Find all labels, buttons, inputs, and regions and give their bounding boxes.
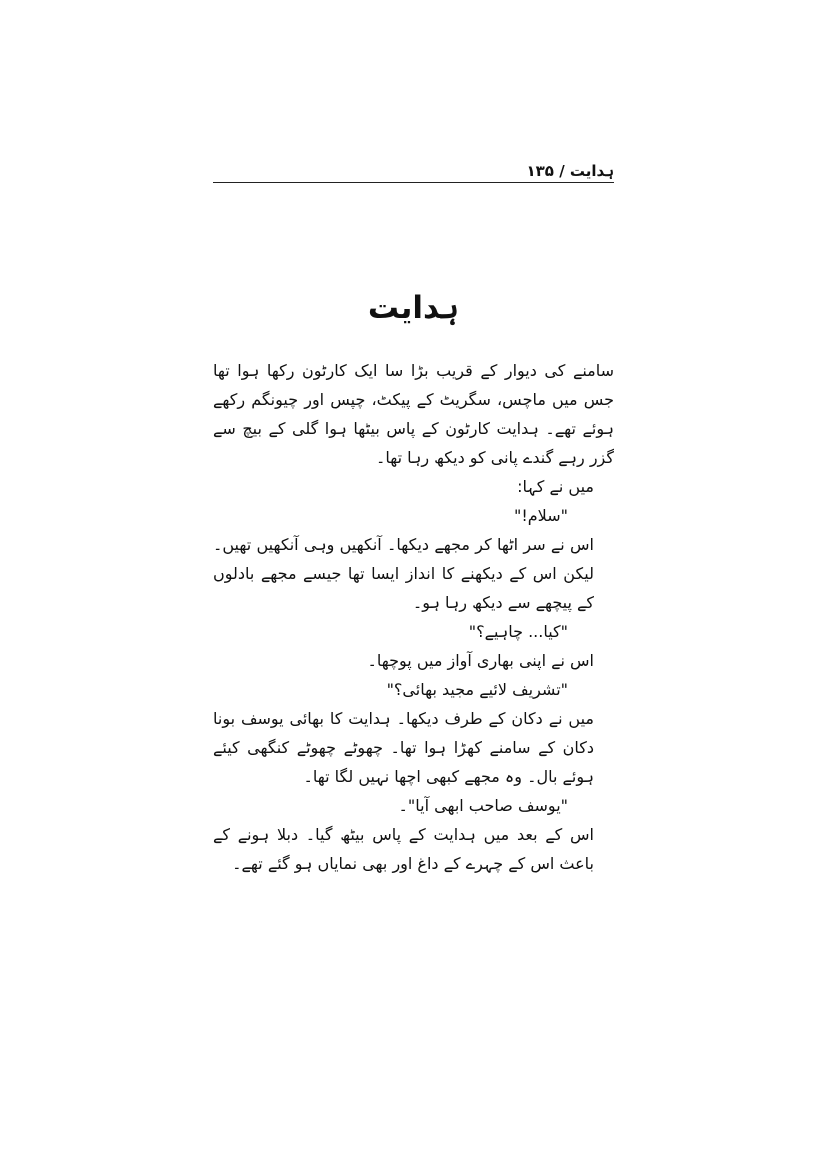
body-text <box>213 356 614 878</box>
paragraph: "کیا... چاہیے؟" <box>468 622 568 641</box>
paragraph: "تشریف لائیے مجید بھائی؟" <box>386 680 568 699</box>
paragraph: سامنے کی دیوار کے قریب بڑا سا ایک کارٹون رکھا ہوا تھا جس میں ماچس، سگریٹ کے پیکٹ، چپس اور چیونگم رکھے ہوئے تھے۔ ہدایت کارٹون کے پاس بیٹھا ہوا گلی کے بیچ سے گزر رہے گندے پانی کو دیکھ رہا تھا۔ <box>213 361 614 467</box>
running-header <box>213 160 614 183</box>
paragraph: اس نے اپنی بھاری آواز میں پوچھا۔ <box>367 651 594 670</box>
paragraph: میں نے کہا: <box>517 477 594 496</box>
paragraph: "سلام!" <box>514 506 568 525</box>
paragraph: میں نے دکان کے طرف دیکھا۔ ہدایت کا بھائی یوسف بونا دکان کے سامنے کھڑا ہوا تھا۔ چھوٹے چھوٹے کنگھی کیئے ہوئے بال۔ وہ مجھے کبھی اچھا نہیں لگا تھا۔ <box>213 709 594 786</box>
paragraph: اس کے بعد میں ہدایت کے پاس بیٹھ گیا۔ دبلا ہونے کے باعث اس کے چہرے کے داغ اور بھی نمایاں ہو گئے تھے۔ <box>213 825 594 873</box>
paragraph: "یوسف صاحب ابھی آیا"۔ <box>398 796 568 815</box>
running-header-title: ہدایت / ۱۳۵ <box>526 162 614 180</box>
paragraph: اس نے سر اٹھا کر مجھے دیکھا۔ آنکھیں وہی آنکھیں تھیں۔ لیکن اس کے دیکھنے کا انداز ایسا تھا جیسے مجھے بادلوں کے پیچھے سے دیکھ رہا ہو۔ <box>213 535 594 612</box>
chapter-title: ہدایت <box>367 290 460 326</box>
